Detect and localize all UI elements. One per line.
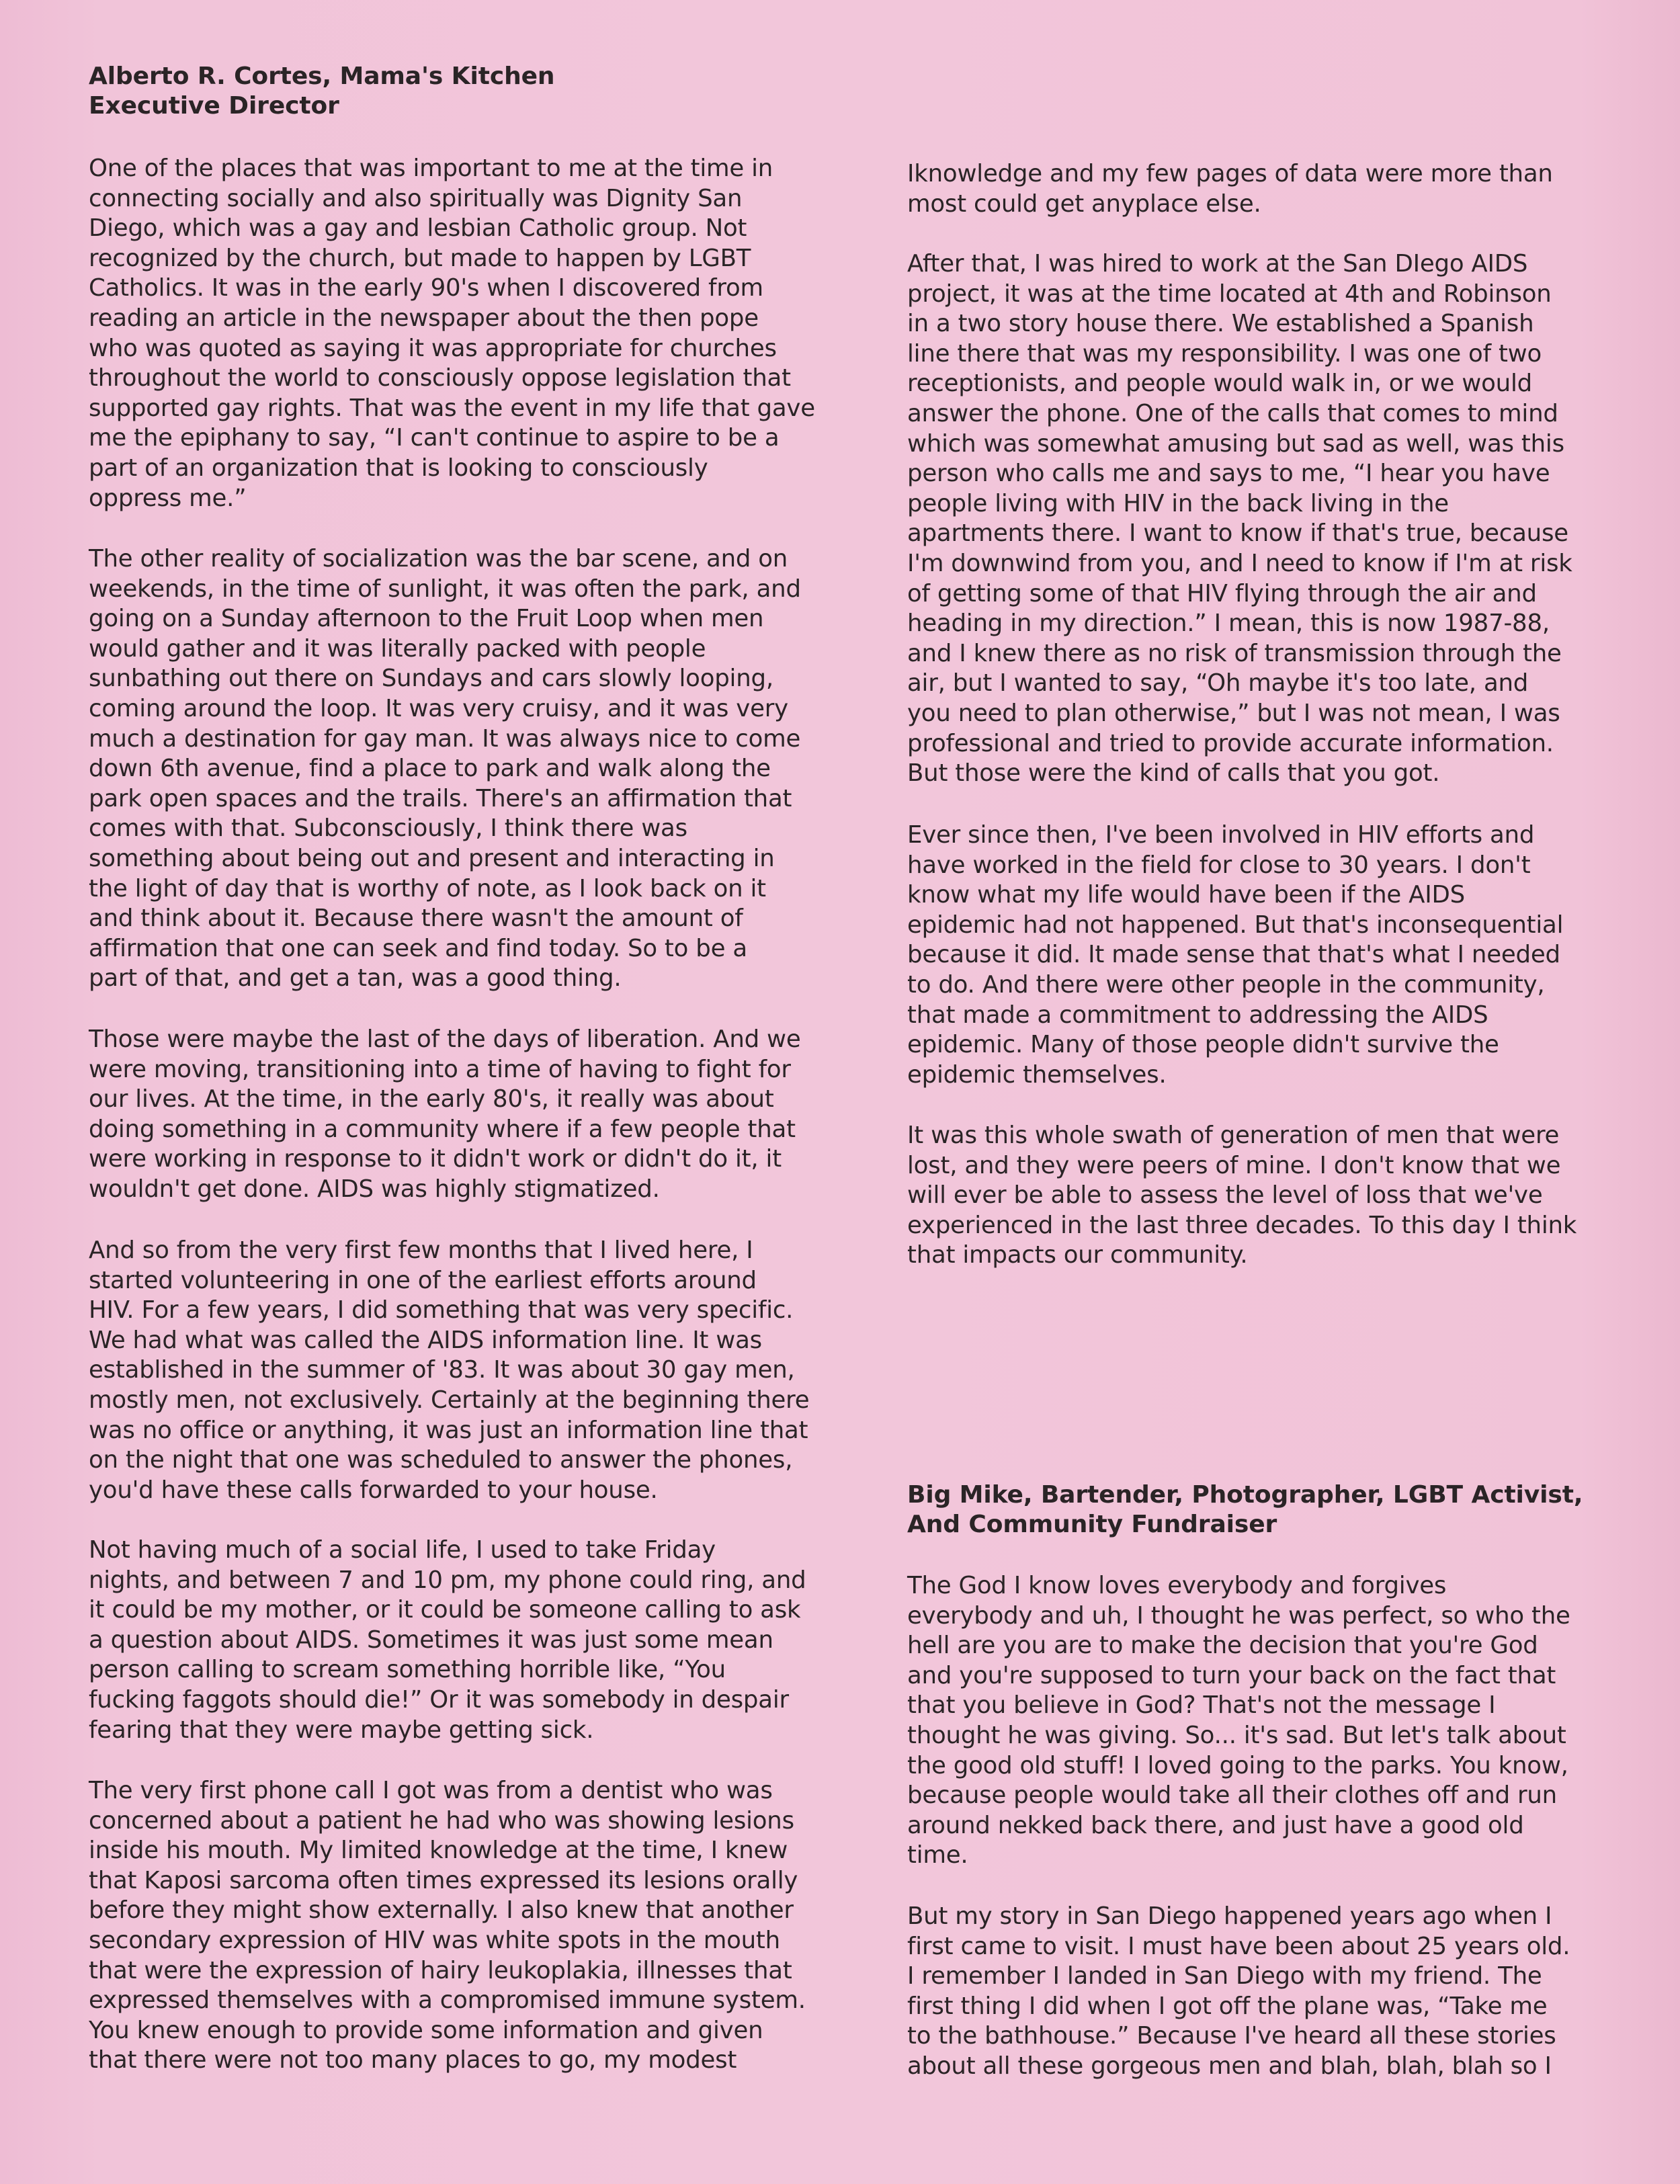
- text-line: started volunteering in one of the earliest efforts around: [89, 1266, 757, 1294]
- paragraph: [89, 1236, 809, 1505]
- text-line: something about being out and present and interacting in: [89, 844, 775, 872]
- text-line: that you believe in God? That's not the message I: [907, 1691, 1496, 1720]
- text-line: who was quoted as saying it was appropriate for churches: [89, 334, 777, 362]
- text-line: supported gay rights. That was the event in my life that gave: [89, 394, 815, 422]
- text-line: You knew enough to provide some information and given: [89, 2016, 763, 2044]
- heading-line: Big Mike, Bartender, Photographer, LGBT Activist,: [907, 1481, 1583, 1509]
- text-line: epidemic themselves.: [907, 1060, 1167, 1089]
- paragraph: [907, 249, 1572, 789]
- paragraph: [907, 1121, 1577, 1271]
- text-line: answer the phone. One of the calls that comes to mind: [907, 399, 1558, 427]
- text-line: part of that, and get a tan, was a good thing.: [89, 964, 622, 993]
- text-line: which was somewhat amusing but sad as well, was this: [907, 429, 1564, 458]
- text-line: recognized by the church, but made to happen by LGBT: [89, 244, 751, 272]
- text-line: and think about it. Because there wasn't the amount of: [89, 905, 743, 933]
- text-line: The God I know loves everybody and forgives: [907, 1572, 1447, 1599]
- text-line: first came to visit. I must have been about 25 years old.: [907, 1932, 1570, 1960]
- text-line: to do. And there were other people in the community,: [907, 970, 1545, 999]
- text-line: But my story in San Diego happened years ago when I: [907, 1902, 1552, 1930]
- text-line: HIV. For a few years, I did something that was very specific.: [89, 1296, 794, 1325]
- text-line: mostly men, not exclusively. Certainly at the beginning there: [89, 1386, 810, 1414]
- text-line: After that, I was hired to work at the San DIego AIDS: [907, 250, 1528, 278]
- text-line: was no office or anything, it was just an information line that: [89, 1416, 808, 1444]
- paragraph: [89, 1025, 801, 1205]
- text-line: reading an article in the newspaper about the then pope: [89, 304, 759, 332]
- text-line: and you're supposed to turn your back on the fact that: [907, 1661, 1556, 1689]
- text-line: expressed themselves with a compromised immune system.: [89, 1986, 806, 2015]
- text-line: throughout the world to consciously oppose legislation that: [89, 364, 791, 392]
- text-line: Iknowledge and my few pages of data were more than: [907, 160, 1553, 187]
- text-line: because people would take all their clothes off and run: [907, 1781, 1557, 1810]
- text-line: Catholics. It was in the early 90's when I discovered from: [89, 274, 763, 302]
- text-line: It was this whole swath of generation of men that were: [907, 1122, 1560, 1149]
- text-line: hell are you are to make the decision that you're God: [907, 1632, 1538, 1660]
- text-line: air, but I wanted to say, “Oh maybe it's too late, and: [907, 669, 1529, 698]
- text-line: going on a Sunday afternoon to the Fruit Loop when men: [89, 605, 764, 633]
- text-line: We had what was called the AIDS information line. It was: [89, 1326, 762, 1354]
- text-line: receptionists, and people would walk in, or we would: [907, 370, 1532, 398]
- text-line: fearing that they were maybe getting sick.: [89, 1716, 594, 1744]
- heading-line: Alberto R. Cortes, Mama's Kitchen: [89, 62, 555, 90]
- text-line: But those were the kind of calls that you got.: [907, 759, 1440, 788]
- text-line: time.: [907, 1841, 968, 1870]
- text-line: that Kaposi sarcoma often times expressed its lesions orally: [89, 1866, 798, 1894]
- text-line: people living with HIV in the back living in the: [907, 489, 1449, 517]
- text-line: And so from the very first few months that I lived here, I: [89, 1236, 753, 1264]
- text-line: Ever since then, I've been involved in HIV efforts and: [907, 821, 1535, 849]
- text-line: connecting socially and also spiritually was Dignity San: [89, 184, 743, 212]
- text-line: apartments there. I want to know if that's true, because: [907, 519, 1568, 548]
- text-line: experienced in the last three decades. To this day I think: [907, 1211, 1577, 1239]
- paragraph: [89, 1776, 806, 2076]
- text-line: lost, and they were peers of mine. I don't know that we: [907, 1151, 1561, 1179]
- text-line: thought he was giving. So... it's sad. But let's talk about: [907, 1721, 1566, 1749]
- text-line: will ever be able to assess the level of loss that we've: [907, 1181, 1543, 1210]
- text-line: on the night that one was scheduled to answer the phones,: [89, 1446, 793, 1474]
- text-line: line there that was my responsibility. I was one of two: [907, 339, 1542, 368]
- text-line: One of the places that was important to me at the time in: [89, 155, 773, 182]
- text-line: down 6th avenue, find a place to park and walk along the: [89, 755, 771, 783]
- paragraph: [89, 1536, 806, 1745]
- text-line: sunbathing out there on Sundays and cars slowly looping,: [89, 665, 773, 693]
- text-line: Those were maybe the last of the days of liberation. And we: [89, 1025, 801, 1053]
- text-line: concerned about a patient he had who was showing lesions: [89, 1806, 794, 1835]
- text-line: I remember I landed in San Diego with my friend. The: [907, 1962, 1542, 1990]
- text-line: before they might show externally. I also knew that another: [89, 1896, 794, 1925]
- interviewee-heading-alberto: [89, 62, 554, 121]
- text-line: part of an organization that is looking to consciously: [89, 454, 708, 482]
- text-line: me the epiphany to say, “I can't continue to aspire to be a: [89, 424, 780, 452]
- text-line: Diego, which was a gay and lesbian Catholic group. Not: [89, 214, 747, 243]
- text-line: a question about AIDS. Sometimes it was just some mean: [89, 1626, 773, 1654]
- paragraph: [89, 154, 815, 513]
- text-line: because it did. It made sense that that's what I needed: [907, 941, 1560, 969]
- text-line: The other reality of socialization was the bar scene, and on: [89, 545, 788, 573]
- paragraph: [907, 1571, 1570, 1871]
- text-line: and I knew there as no risk of transmission through the: [907, 639, 1562, 667]
- paragraph: [907, 1902, 1570, 2082]
- text-line: of getting some of that HIV flying through the air and: [907, 579, 1537, 607]
- text-line: that impacts our community.: [907, 1241, 1248, 1269]
- text-line: affirmation that one can seek and find today. So to be a: [89, 934, 747, 962]
- text-line: to the bathhouse.” Because I've heard all these stories: [907, 2022, 1556, 2050]
- text-line: the good old stuff! I loved going to the parks. You know,: [907, 1751, 1568, 1779]
- text-line: that were the expression of hairy leukoplakia, illnesses that: [89, 1956, 792, 1984]
- text-line: park open spaces and the trails. There's an affirmation that: [89, 784, 792, 812]
- text-line: I'm downwind from you, and I need to know if I'm at risk: [907, 549, 1572, 577]
- text-line: were working in response to it didn't work or didn't do it, it: [89, 1145, 782, 1173]
- text-line: comes with that. Subconsciously, I think there was: [89, 814, 687, 843]
- heading-line: And Community Fundraiser: [907, 1511, 1277, 1538]
- text-line: weekends, in the time of sunlight, it was often the park, and: [89, 575, 801, 603]
- text-line: much a destination for gay man. It was always nice to come: [89, 724, 801, 753]
- text-line: professional and tried to provide accurate information.: [907, 729, 1554, 757]
- text-line: most could get anyplace else.: [907, 190, 1261, 218]
- text-line: know what my life would have been if the AIDS: [907, 881, 1465, 909]
- text-line: heading in my direction.” I mean, this is now 1987-88,: [907, 610, 1550, 638]
- text-line: project, it was at the time located at 4th and Robinson: [907, 280, 1552, 308]
- text-line: our lives. At the time, in the early 80's, it really was about: [89, 1085, 774, 1114]
- text-line: were moving, transitioning into a time of having to fight for: [89, 1055, 791, 1083]
- text-line: in a two story house there. We established a Spanish: [907, 310, 1534, 338]
- text-line: nights, and between 7 and 10 pm, my phone could ring, and: [89, 1566, 806, 1594]
- text-line: Not having much of a social life, I used to take Friday: [89, 1536, 716, 1564]
- text-line: person calling to scream something horrible like, “You: [89, 1656, 726, 1684]
- text-line: first thing I did when I got off the plane was, “Take me: [907, 1992, 1548, 2020]
- text-line: doing something in a community where if a few people that: [89, 1115, 796, 1143]
- heading-line: Executive Director: [89, 92, 339, 120]
- interviewee-heading-big-mike: [907, 1480, 1583, 1540]
- text-line: established in the summer of '83. It was about 30 gay men,: [89, 1356, 795, 1384]
- text-line: oppress me.”: [89, 484, 247, 512]
- text-line: The very first phone call I got was from a dentist who was: [89, 1777, 773, 1804]
- text-line: everybody and uh, I thought he was perfect, so who the: [907, 1601, 1570, 1630]
- text-line: that there were not too many places to go, my modest: [89, 2046, 737, 2074]
- text-line: you'd have these calls forwarded to your house.: [89, 1476, 658, 1504]
- text-line: fucking faggots should die!” Or it was somebody in despair: [89, 1685, 789, 1714]
- text-line: you need to plan otherwise,” but I was not mean, I was: [907, 699, 1560, 727]
- paragraph: [907, 159, 1553, 219]
- text-line: the light of day that is worthy of note, as I look back on it: [89, 874, 766, 902]
- text-line: epidemic had not happened. But that's inconsequential: [907, 911, 1564, 939]
- text-line: coming around the loop. It was very cruisy, and it was very: [89, 694, 788, 722]
- text-line: around nekked back there, and just have a good old: [907, 1811, 1524, 1839]
- text-line: about all these gorgeous men and blah, blah, blah so I: [907, 2052, 1552, 2080]
- text-line: that made a commitment to addressing the AIDS: [907, 1001, 1488, 1029]
- paragraph: [89, 544, 801, 994]
- text-line: wouldn't get done. AIDS was highly stigmatized.: [89, 1175, 660, 1203]
- text-line: person who calls me and says to me, “I hear you have: [907, 460, 1550, 488]
- text-line: inside his mouth. My limited knowledge at the time, I knew: [89, 1837, 788, 1865]
- text-line: secondary expression of HIV was white spots in the mouth: [89, 1926, 780, 1954]
- text-line: have worked in the field for close to 30 years. I don't: [907, 851, 1531, 879]
- paragraph: [907, 821, 1563, 1090]
- text-line: epidemic. Many of those people didn't survive the: [907, 1031, 1499, 1059]
- text-line: would gather and it was literally packed with people: [89, 634, 706, 663]
- text-line: it could be my mother, or it could be someone calling to ask: [89, 1596, 801, 1624]
